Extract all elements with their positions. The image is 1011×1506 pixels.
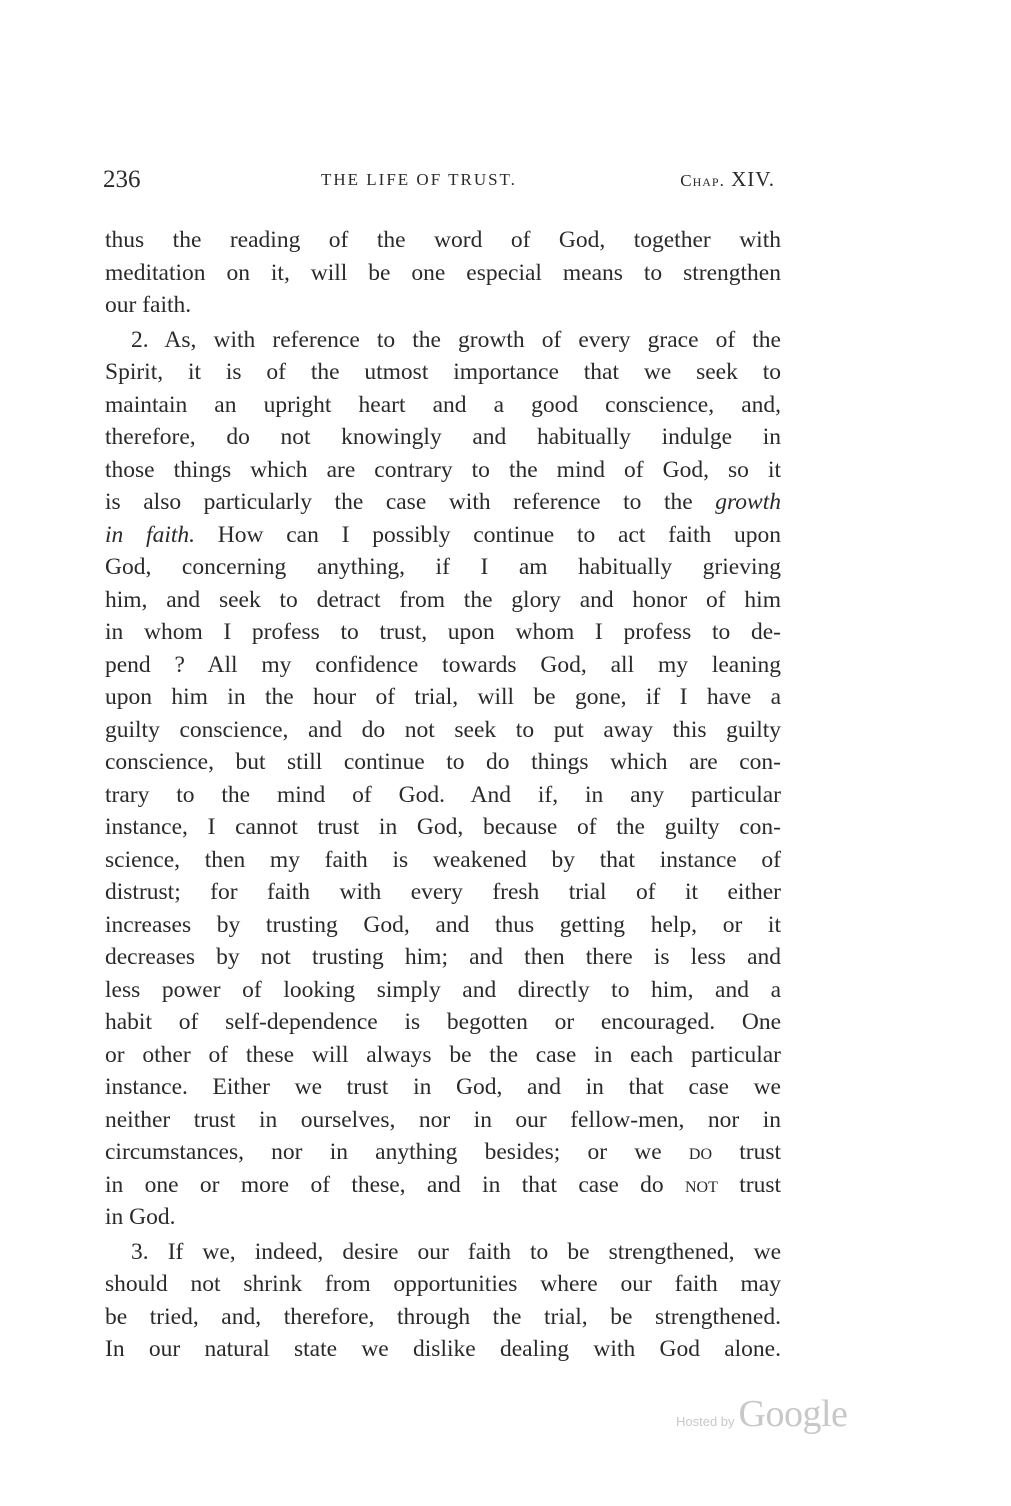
text-line: be tried, and, therefore, through the trial, be strengthened. [105, 1303, 781, 1330]
smallcaps-text: do [688, 1139, 713, 1165]
text-line: guilty conscience, and do not seek to put away this guilty [105, 716, 781, 743]
body-text [105, 224, 781, 1366]
text-line: instance, I cannot trust in God, because of the guilty con- [105, 814, 781, 840]
chapter-number: XIV. [731, 167, 775, 191]
text-line: our faith. [105, 292, 192, 318]
text-line: increases by trusting God, and thus getting help, or it [105, 911, 781, 938]
text-segment: trust [739, 1171, 781, 1198]
text-line: science, then my faith is weakened by that instance of [105, 846, 781, 873]
paragraph-3 [105, 1236, 781, 1366]
text-line: in whom I profess to trust, upon whom I profess to de- [105, 619, 781, 645]
text-line: In our natural state we dislike dealing with God alone. [105, 1336, 781, 1362]
text-segment: circumstances, nor in anything besides; or we [105, 1139, 662, 1165]
text-line: meditation on it, will be one especial means to strengthen [105, 259, 781, 286]
italic-text: growth [715, 489, 781, 515]
text-line: God, concerning anything, if I am habitually grieving [105, 554, 781, 580]
chapter-label [680, 167, 775, 192]
text-segment: How can I possibly continue to act faith upon [217, 521, 781, 548]
italic-text: in faith. [105, 521, 196, 548]
text-segment: is also particularly the case with reference to the [105, 489, 693, 515]
text-line: therefore, do not knowingly and habitually indulge in [105, 424, 781, 450]
text-line: conscience, but still continue to do things which are con- [105, 749, 781, 775]
text-segment: trust [739, 1139, 782, 1165]
text-line: less power of looking simply and directly to him, and a [105, 976, 781, 1003]
text-line: 2. As, with reference to the growth of every grace of the [131, 326, 781, 353]
text-line: instance. Either we trust in God, and in that case we [105, 1074, 781, 1100]
text-line: neither trust in ourselves, nor in our fellow-men, nor in [105, 1106, 781, 1133]
paragraph-2 [105, 324, 781, 1234]
hosted-by-label: Hosted by [676, 1414, 735, 1429]
text-line: pend ? All my confidence towards God, all my leaning [105, 651, 781, 678]
google-logo: Google [738, 1393, 848, 1435]
text-line: in God. [105, 1204, 176, 1230]
text-line: those things which are contrary to the mind of God, so it [105, 456, 781, 483]
text-line: decreases by not trusting him; and then there is less and [105, 944, 781, 970]
page-number: 236 [103, 166, 141, 193]
text-line: maintain an upright heart and a good conscience, and, [105, 391, 781, 418]
text-line: him, and seek to detract from the glory and honor of him [105, 586, 781, 613]
text-line [105, 1169, 781, 1202]
smallcaps-text: not [684, 1171, 718, 1198]
running-head [103, 166, 775, 196]
text-line: 3. If we, indeed, desire our faith to be strengthened, we [131, 1238, 781, 1265]
text-line: or other of these will always be the case in each particular [105, 1041, 781, 1068]
text-line: distrust; for faith with every fresh trial of it either [105, 879, 781, 905]
paragraph-1 [105, 224, 781, 322]
text-line: thus the reading of the word of God, together with [105, 227, 781, 253]
running-title: THE LIFE OF TRUST. [321, 170, 517, 189]
text-line [105, 486, 781, 519]
chapter-prefix: Chap. [680, 171, 725, 190]
hosted-by-google-watermark [676, 1392, 847, 1442]
text-line [105, 519, 781, 552]
text-line: trary to the mind of God. And if, in any particular [105, 781, 781, 808]
text-line: habit of self-dependence is begotten or encouraged. One [105, 1009, 781, 1035]
text-segment: in one or more of these, and in that case do [105, 1171, 664, 1198]
text-line [105, 1136, 781, 1169]
text-line: Spirit, it is of the utmost importance that we seek to [105, 359, 781, 385]
text-line: upon him in the hour of trial, will be gone, if I have a [105, 684, 781, 710]
text-line: should not shrink from opportunities where our faith may [105, 1271, 781, 1297]
